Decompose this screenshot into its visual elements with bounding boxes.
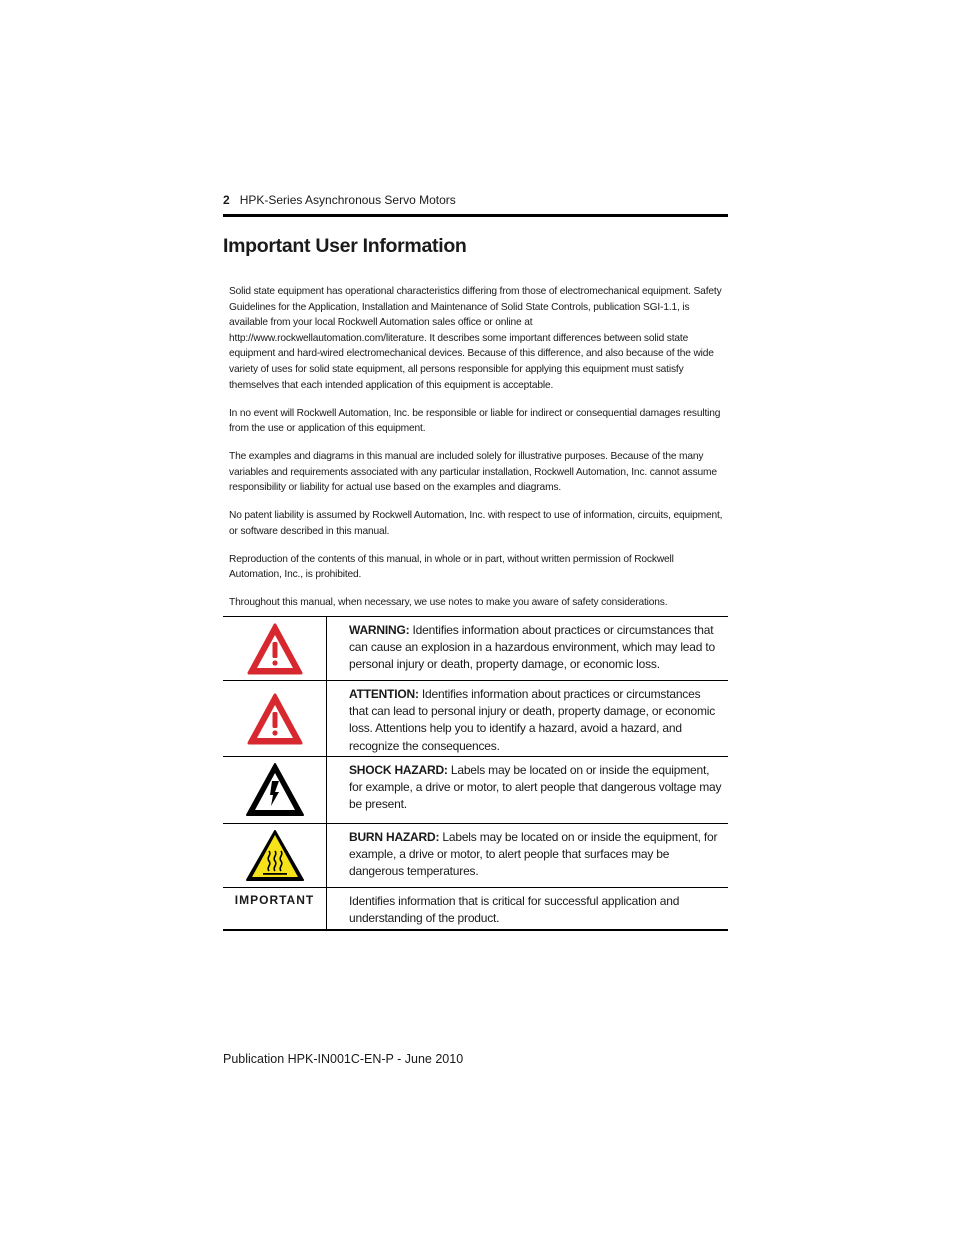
safety-notes-table [223, 616, 728, 931]
page-title: Important User Information [223, 235, 467, 257]
note-label-cell [223, 888, 327, 929]
paragraph: Reproduction of the contents of this manual, in whole or in part, without written permission of Rockwell Automation, Inc., is prohibited. [229, 553, 674, 581]
paragraph: Throughout this manual, when necessary, we use notes to make you aware of safety considerations. [229, 597, 668, 609]
paragraph: No patent liability is assumed by Rockwell Automation, Inc. with respect to use of information, circuits, equipment, or software described in this manual. [229, 510, 723, 537]
note-description: Identifies information that is critical for successful application and understanding of the product. [349, 894, 680, 926]
note-description: Labels may be located on or inside the equipment, for example, a drive or motor, to alert people that dangerous voltage may be present. [349, 763, 722, 812]
note-icon-cell [223, 681, 327, 756]
note-description: Labels may be located on or inside the equipment, for example, a drive or motor, to alert people that surfaces may be dangerous temperatures. [349, 830, 718, 879]
running-header [223, 192, 728, 212]
note-warning [223, 617, 728, 681]
header-rule [223, 214, 728, 217]
publication-footer: Publication HPK-IN001C-EN-P - June 2010 [223, 1052, 464, 1066]
note-text [327, 824, 728, 887]
note-label: SHOCK HAZARD: [349, 763, 448, 777]
note-icon-cell [223, 824, 327, 887]
body-text [229, 284, 724, 623]
note-label: BURN HAZARD: [349, 830, 440, 844]
note-label: ATTENTION: [349, 687, 419, 701]
note-description: Identifies information about practices or circumstances that can cause an explosion in a hazardous environment, which may lead to personal injury or death, property damage, or economic loss. [349, 623, 715, 672]
note-burn-hazard [223, 824, 728, 888]
note-text [327, 617, 728, 680]
note-attention [223, 681, 728, 757]
paragraph: In no event will Rockwell Automation, Inc. be responsible or liable for indirect or consequential damages resulting from the use or application of this equipment. [229, 407, 721, 435]
note-text [327, 757, 728, 823]
paragraph: Solid state equipment has operational characteristics differing from those of electromechanical equipment. Safety Guidelines for the Application, Installation and Maintenance of Solid State Controls, publication SGI-1.1, is available from your local Rockwell Automation sales office or online at http://www.rockwellautomation.com/literature. It describes some important differences between solid state equipment and hard-wired electromechanical devices. Because of this difference, and also because of the wide variety of uses for solid state equipment, all persons responsible for applying this equipment must satisfy themselves that each intended application of this equipment is acceptable. [229, 286, 722, 391]
note-shock-hazard [223, 757, 728, 824]
paragraph: The examples and diagrams in this manual are included solely for illustrative purposes. Because of the many variables and requirements associated with any particular installation, Rockwell Automation, Inc. cannot assume responsibility or liability for actual use based on the examples and diagrams. [229, 451, 717, 494]
note-icon-cell [223, 617, 327, 680]
note-icon-cell [223, 757, 327, 823]
running-title: HPK-Series Asynchronous Servo Motors [239, 193, 456, 207]
note-description: Identifies information about practices or circumstances that can lead to personal injury or death, property damage, or economic loss. Attentions help you to identify a hazard, avoid a hazard, and recognize the consequences. [349, 687, 716, 753]
note-label: WARNING: [349, 623, 410, 637]
warning-triangle-icon [246, 622, 304, 676]
note-text [327, 681, 728, 756]
shock-hazard-icon [245, 762, 305, 818]
important-label: IMPORTANT [234, 893, 315, 907]
attention-triangle-icon [246, 692, 304, 746]
note-text [327, 888, 728, 929]
burn-hazard-icon [245, 829, 305, 883]
note-important [223, 888, 728, 929]
page-number: 2 [223, 193, 230, 207]
